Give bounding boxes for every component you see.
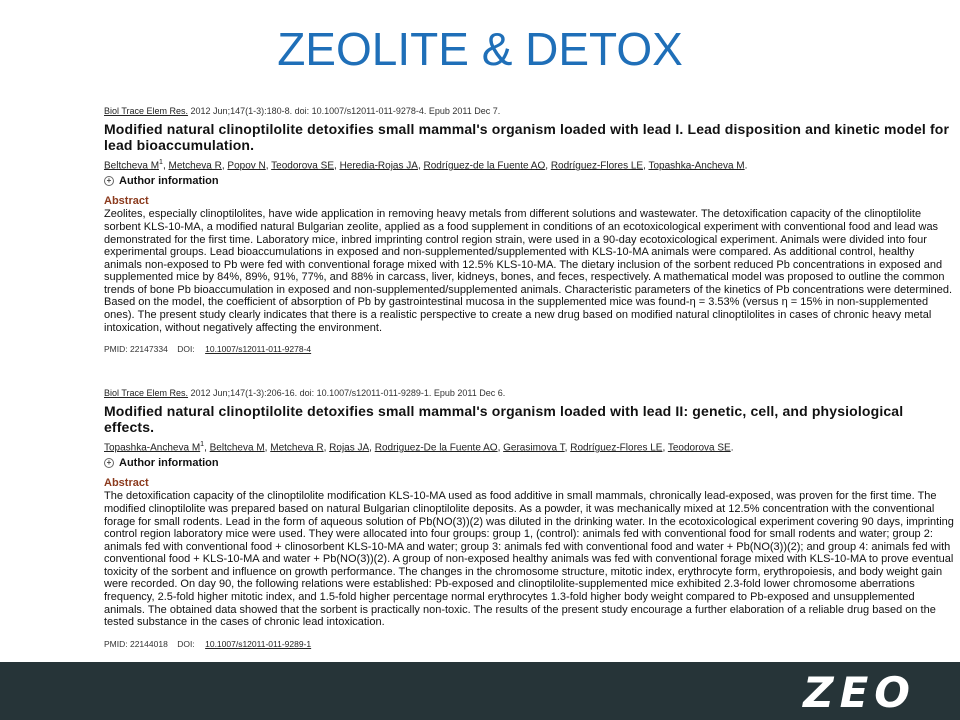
author-link[interactable]: Teodorova SE (667, 442, 731, 454)
author-link[interactable]: Rodríguez-Flores LE (550, 160, 644, 172)
slide-title: ZEOLITE & DETOX (277, 23, 683, 75)
pmid: PMID: 22144018 (104, 638, 168, 649)
article-1 (104, 106, 954, 354)
article-2 (104, 388, 954, 649)
abstract-text: Zeolites, especially clinoptilolites, have wide application in removing heavy metals from different solutions and wastewater. The detoxification capacity of the clinoptilolite sorbent KLS-10-MA, a modified natural Bulgarian zeolite, applied as a food supplement in conditions of an ecotoxicological experiment with conventional food and lead was demonstrated for the first time. Laboratory mice, inbred imprinting control region strain, were used in a 90-day ecotoxicological experiment. Animals were divided into four experimental groups. Lead bioaccumulations in exposed and non-supplemented/supplemented with KLS-10-MA animals were compared. As additional control, healthy animals non-exposed to Pb were fed with conventional forage mixed with 12.5% KLS-10-MA. The dietary inclusion of the sorbent reduced Pb concentrations in exposed and supplemented mice by 84%, 89%, 91%, 77%, and 88% in carcass, liver, kidneys, bones, and feces, respectively. A mathematical model was proposed to outline the common trends of bone Pb bioaccumulation in exposed and non-supplemented/supplemented animals. Characteristic parameters of the kinetics of Pb concentrations were determined. Based on the model, the coefficient of absorption of Pb by gastrointestinal mucosa in the supplemented mice was found-η = 3.53% (versus η = 15% in non-supplemented ones). The present study clearly indicates that there is a realistic perspective to create a new drug based on modified natural clinoptilolites in cases of chronic heavy metal intoxication, without negatively affecting the environment. (104, 208, 953, 334)
author-list: Beltcheva $M^1$, Metcheva R, Popov N, Teodorova SE, Heredia-Rojas JA, Rodríguez-de la Fuente AO, Rodríguez-Flores LE, Topashka-Ancheva M. (104, 159, 748, 172)
expand-plus-icon: + (104, 458, 114, 468)
abstract-heading: Abstract (104, 195, 149, 208)
doi-link[interactable]: 10.1007/s12011-011-9278-4 (205, 344, 312, 355)
author-information-label: Author information (119, 175, 219, 188)
citation-details: 2012 Jun;147(1-3):180-8. doi: 10.1007/s12011-011-9278-4. Epub 2011 Dec 7. (188, 106, 501, 116)
author-link[interactable]: Teodorova SE (271, 160, 334, 172)
author-link[interactable]: Popov N (227, 160, 266, 172)
article-identifiers (104, 639, 954, 649)
citation-details: 2012 Jun;147(1-3):206-16. doi: 10.1007/s12011-011-9289-1. Epub 2011 Dec 6. (188, 388, 506, 398)
author-information-toggle[interactable] (104, 175, 954, 187)
author-link[interactable]: Rodríguez-de la Fuente AO (423, 160, 546, 172)
article-identifiers (104, 344, 954, 354)
doi-label: DOI: (177, 638, 195, 649)
footer-bar (0, 662, 960, 720)
pmid: PMID: 22147334 (104, 344, 168, 355)
doi-label: DOI: (177, 344, 195, 355)
abstract-heading: Abstract (104, 477, 149, 490)
author-link[interactable]: Metcheva R (168, 160, 222, 172)
journal-link[interactable]: Biol Trace Elem Res. (104, 106, 189, 116)
author-information-label: Author information (119, 457, 219, 470)
abstract-text: The detoxification capacity of the clinoptilolite modification KLS-10-MA used as food additive in small mammals, chronically lead-exposed, was proven for the first time. The modified clinoptilolite was prepared based on natural Bulgarian clinoptilolite deposits. As a powder, it was mechanically mixed at 12.5% concentration with the conventional forage for small rodents. Lead in the form of aqueous solution of Pb(NO(3))(2) was diluted in the drinking water. In the ecotoxicological experiment covering 90 days, imprinting control region laboratory mice were used. They were allocated into four groups: group 1, (control): animals fed with conventional food for small rodents and water; group 2: animals fed with conventional food + clinosorbent KLS-10-MA and water; group 3: animals fed with conventional food and water + Pb(NO(3))(2); and group 4: animals fed with conventional food + KLS-10-MA and water + Pb(NO(3))(2). A group of non-exposed healthy animals was fed with conventional forage mixed with KLS-10-MA to prove eventual toxicity of the sorbent and influence on growth performance. The changes in the chromosome structure, mitotic index, erythrocyte form, erythropoiesis, and body weight gain were recorded. On day 90, the following relations were established: Pb-exposed and clinoptilolite-supplemented mice exhibited 2.3-fold lower chromosome aberrations frequency, 2.5-fold higher mitotic index, and 1.5-fold higher percentage normal erythrocytes 1.3-fold higher body weight compared to Pb-exposed and unsupplemented animals. The obtained data showed that the sorbent is practically non-toxic. The results of the present study encourage a further elaboration of a reliable drug based on the tested substance in the cases of chronic lead intoxication. (104, 490, 954, 629)
citation (104, 388, 954, 398)
article-title: Modified natural clinoptilolite detoxifies small mammal's organism loaded with lead II: genetic, cell, and physiological effects. (104, 403, 904, 435)
author-link[interactable]: Rodriguez-De la Fuente AO (374, 442, 498, 454)
author-affiliation-sup: 1 (200, 441, 205, 448)
doi-link[interactable]: 10.1007/s12011-011-9289-1 (205, 638, 312, 649)
zeo-logo: ZEO (803, 668, 916, 717)
author-link[interactable]: Gerasimova T (503, 442, 565, 454)
article-title: Modified natural clinoptilolite detoxifies small mammal's organism loaded with lead I. Lead disposition and kinetic model for lead bioaccumulation. (104, 121, 950, 153)
author-link[interactable]: Metcheva R (270, 442, 324, 454)
expand-plus-icon: + (104, 176, 114, 186)
author-link[interactable]: Topashka-Ancheva M (648, 160, 745, 172)
citation (104, 106, 954, 116)
journal-link[interactable]: Biol Trace Elem Res. (104, 388, 189, 398)
author-link[interactable]: Topashka-Ancheva M (104, 442, 201, 454)
author-list: Topashka-Ancheva $M^1$, Beltcheva M, Metcheva R, Rojas JA, Rodriguez-De la Fuente AO, Gerasimova T, Rodríguez-Flores LE, Teodorova SE. (104, 441, 734, 454)
author-link[interactable]: Rodríguez-Flores LE (570, 442, 663, 454)
author-information-toggle[interactable] (104, 457, 954, 469)
author-link[interactable]: Rojas JA (329, 442, 370, 454)
author-affiliation-sup: 1 (159, 159, 163, 166)
author-link[interactable]: Beltcheva M (209, 442, 265, 454)
author-link[interactable]: Heredia-Rojas JA (339, 160, 418, 172)
author-link[interactable]: Beltcheva M (104, 160, 160, 172)
